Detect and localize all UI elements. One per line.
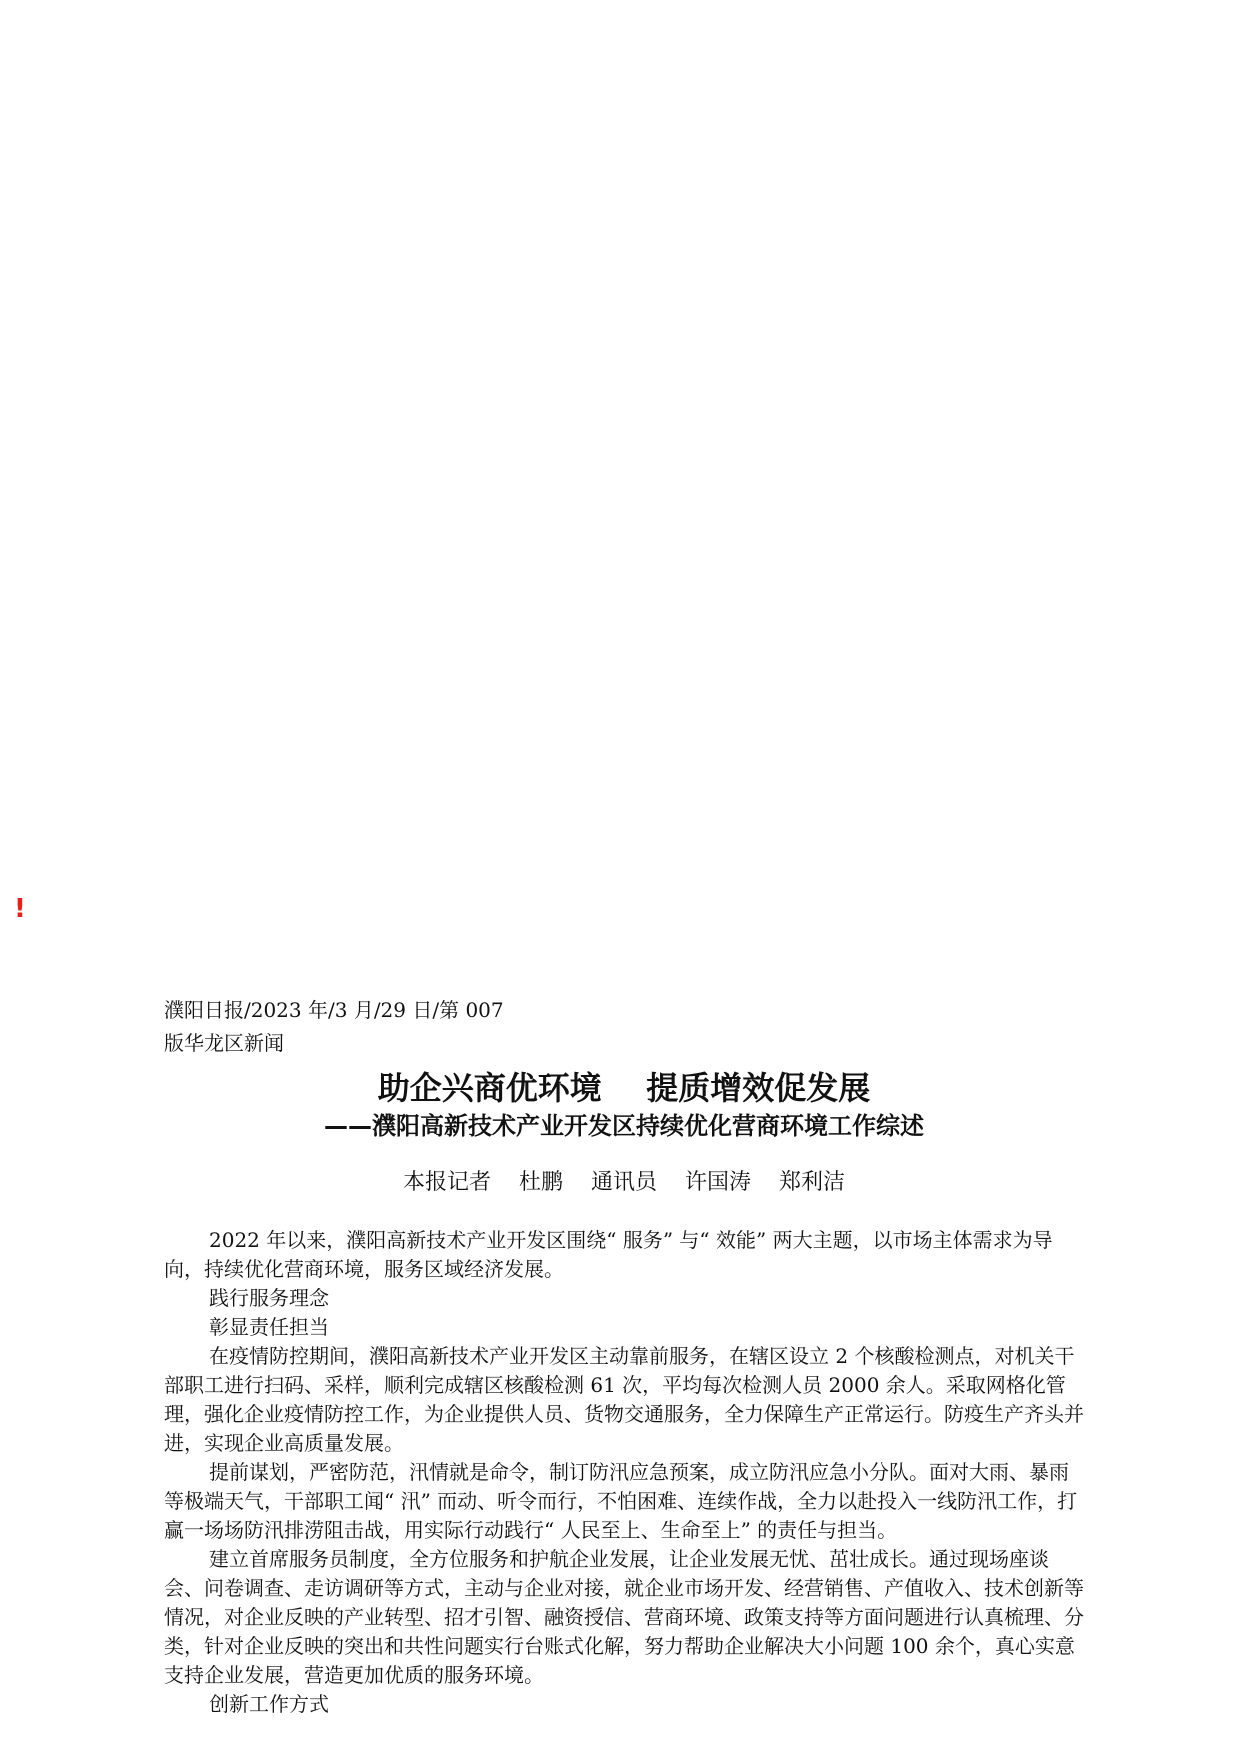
byline: 本报记者 杜鹏 通讯员 许国涛 郑利洁 [403, 1170, 845, 1195]
source-line-1: 濮阳日报/2023 年/3 月/29 日/第 007 [164, 998, 504, 1022]
article-title: 助企兴商优环境 提质增效促发展 [377, 1069, 871, 1107]
section-heading-2: 彰显责任担当 [209, 1315, 329, 1339]
red-exclamation-mark: ! [14, 894, 26, 924]
body-paragraph-4: 建立首席服务员制度，全方位服务和护航企业发展，让企业发展无忧、茁壮成长。通过现场座谈会、问卷调查、走访调研等方式，主动与企业对接，就企业市场开发、经营销售、产值收入、技术创新等情况，对企业反映的产业转型、招才引智、融资授信、营商环境、政策支持等方面问题进行认真梳理、分类，针对企业反映的突出和共性问题实行台账式化解，努力帮助企业解决大小问题 100 余个，真心实意支持企业发展，营造更加优质的服务环境。 [164, 1547, 1084, 1687]
body-paragraph-3: 提前谋划，严密防范，汛情就是命令，制订防汛应急预案，成立防汛应急小分队。面对大雨、暴雨等极端天气，干部职工闻“ 汛” 而动、听令而行，不怕困难、连续作战，全力以赴投入一线防汛工作，打赢一场场防汛排涝阻击战，用实际行动践行“ 人民至上、生命至上” 的责任与担当。 [164, 1460, 1078, 1542]
body-paragraph-2: 在疫情防控期间，濮阳高新技术产业开发区主动靠前服务，在辖区设立 2 个核酸检测点，对机关干部职工进行扫码、采样，顺利完成辖区核酸检测 61 次，平均每次检测人员 2000 余人。采取网格化管理，强化企业疫情防控工作，为企业提供人员、货物交通服务，全力保障生产正常运行。防疫生产齐头并进，实现企业高质量发展。 [164, 1344, 1084, 1455]
source-line-2: 版华龙区新闻 [164, 1031, 284, 1055]
section-heading-3: 创新工作方式 [209, 1692, 329, 1716]
section-heading-1: 践行服务理念 [209, 1286, 329, 1310]
news-article [164, 994, 1084, 1719]
article-subtitle: ——濮阳高新技术产业开发区持续优化营商环境工作综述 [324, 1112, 924, 1140]
body-paragraph-1: 2022 年以来，濮阳高新技术产业开发区围绕“ 服务” 与“ 效能” 两大主题，以市场主体需求为导向，持续优化营商环境，服务区域经济发展。 [164, 1228, 1053, 1281]
